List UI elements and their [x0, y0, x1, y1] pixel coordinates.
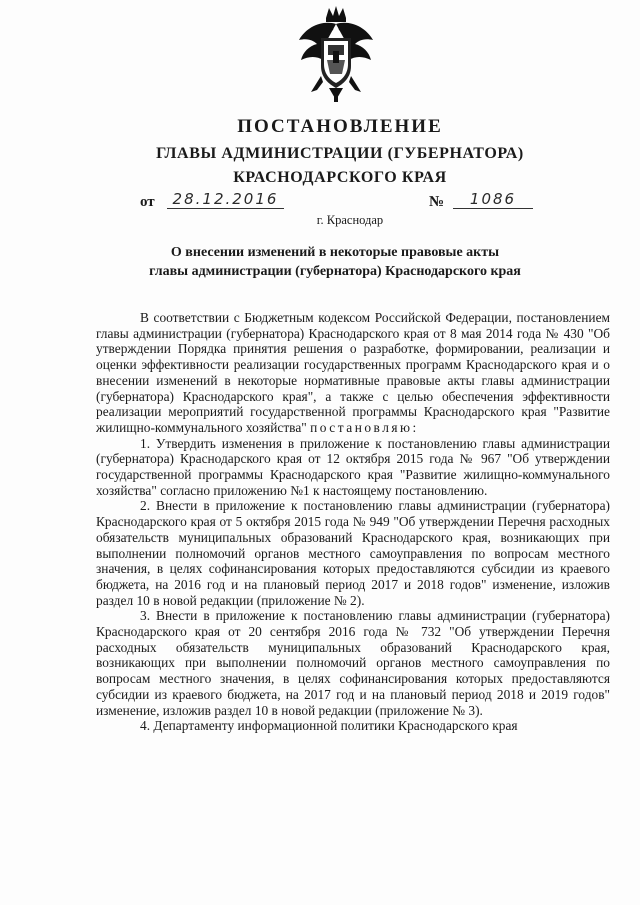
issuer-line-2: КРАСНОДАРСКОГО КРАЯ [233, 169, 447, 186]
document-heading-line-2: главы администрации (губернатора) Краснодарского края [149, 264, 521, 279]
document-title: ПОСТАНОВЛЕНИЕ [237, 116, 443, 137]
item-4-paragraph: 4. Департаменту информационной политики Краснодарского края [140, 718, 518, 734]
coat-of-arms-icon [293, 4, 379, 104]
item-2-paragraph: 2. Внести в приложение к постановлению главы администрации (губернатора) Краснодарского края от 5 октября 2015 года № 949 "Об утверждении Перечня расходных обязательств муниципальных образований Краснодарского края, возникающих при выполнении полномочий органов местного самоуправления по вопросам местного значения, в целях софинансирования которых предоставляются субсидии из краевого бюджета, на 2016 год и на плановый период 2017 и 2018 годов" изменение, изложив раздел 10 в новой редакции (приложение № 2). [96, 498, 610, 608]
document-date: 28.12.2016 [167, 190, 284, 209]
date-label: от [140, 194, 155, 210]
date-number-line [140, 190, 540, 214]
preamble-paragraph [96, 310, 610, 436]
preamble-keyword: постановляю: [310, 419, 419, 435]
item-3-paragraph: 3. Внести в приложение к постановлению главы администрации (губернатора) Краснодарского края от 20 сентября 2016 года № 732 "Об утверждении Перечня расходных обязательств муниципальных образований Краснодарского края, возникающих при выполнении полномочий органов местного самоуправления по вопросам местного значения, в целях софинансирования которых предоставляются субсидии из краевого бюджета, на 2017 год и на плановый период 2018 и 2019 годов" изменение, изложив раздел 10 в новой редакции (приложение № 3). [96, 608, 610, 718]
document-number: 1086 [453, 190, 533, 209]
preamble-text: В соответствии с Бюджетным кодексом Российской Федерации, постановлением главы администрации (губернатора) Краснодарского края от 8 мая 2014 года № 430 "Об утверждении Порядка принятия решения о разработке, формировании, реализации и оценки эффективности реализации государственных программ Краснодарского края и о внесении изменений в некоторые нормативные правовые акты главы администрации (губернатора) Краснодарского края", а также с целью обеспечения эффективности реализации мероприятий государственной программы Краснодарского края "Развитие жилищно-коммунального хозяйства" [96, 310, 610, 435]
issuer-line-1: ГЛАВЫ АДМИНИСТРАЦИИ (ГУБЕРНАТОРА) [156, 145, 524, 162]
city: г. Краснодар [316, 213, 384, 227]
document-body [96, 310, 610, 734]
item-1-paragraph: 1. Утвердить изменения в приложение к постановлению главы администрации (губернатора) Краснодарского края от 12 октября 2015 года № 967 "Об утверждении государственной программы Краснодарского края "Развитие жилищно-коммунального хозяйства" согласно приложению №1 к настоящему постановлению. [96, 435, 610, 498]
number-label: № [429, 194, 445, 210]
document-heading-line-1: О внесении изменений в некоторые правовые акты [170, 245, 500, 260]
